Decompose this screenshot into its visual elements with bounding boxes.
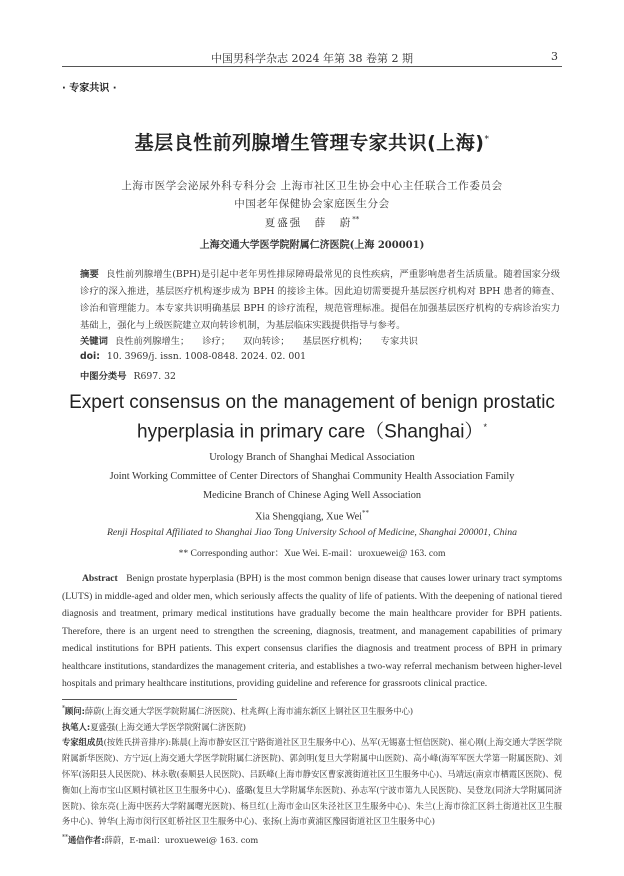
english-authors <box>0 509 624 522</box>
title-footnote-mark: * <box>484 134 490 145</box>
english-affiliation-1: Urology Branch of Shanghai Medical Association <box>209 452 415 463</box>
keyword-item: 良性前列腺增生； <box>114 336 190 347</box>
footnotes <box>62 701 562 849</box>
clc-line <box>80 368 176 382</box>
english-abstract-text: Benign prostate hyperplasia (BPH) is the most common benign disease that causes lower urinary tract symptoms (LUTS) in middle-aged and older men, which seriously affects the quality of life of patients. With the deepening of national tiered diagnosis and treatment, primary medical institutions have gradually become the main healthcare provider for BPH patients. Therefore, there is an urgent need to strengthen the screening, diagnosis, treatment, and management capabilities of primary medical institutions for BPH patients. This expert consensus clarifies the diagnosis and treatment process of BPH in primary healthcare institutions, standardizes the management criteria, and establishes a two-way referral mechanism between higher-level hospitals and primary healthcare institutions, providing guideline and reference for grassroots clinical practice. <box>62 573 562 689</box>
footnote-panel <box>62 735 562 830</box>
contact-text: 薛蔚，E-mail：uroxuewei@ 163. com <box>104 834 259 845</box>
english-author-mark: ** <box>362 509 370 517</box>
footnote-rule <box>62 699 237 700</box>
chinese-title <box>0 128 624 155</box>
doi-label: doi: <box>80 351 100 362</box>
keywords-label: 关键词 <box>80 336 108 347</box>
chinese-authors-text: 夏盛强 薛 蔚 <box>264 217 353 229</box>
advisors-mark: * <box>62 705 65 712</box>
english-title-line-2: hyperplasia in primary care（Shanghai） <box>137 421 484 443</box>
english-affiliation-3: Medicine Branch of Chinese Aging Well Association <box>202 490 422 501</box>
keyword-item: 基层医疗机构； <box>302 336 368 347</box>
chinese-abstract-label: 摘要 <box>80 269 99 280</box>
chinese-abstract-text: 良性前列腺增生(BPH)是引起中老年男性排尿障碍最常见的良性疾病，严重影响患者生活质量。随着国家分级诊疗的深入推进，基层医疗机构逐步成为 BPH 的接诊主体。因此迫切需要提升基层医疗机构对 BPH 患者的筛查、诊治和管理能力。本专家共识明确基层 BPH 的诊疗流程，规范管理标准。提倡在加强基层医疗机构的专病诊治实力基础上，强化与上级医院建立双向转诊机制，为基层临床实践提供指导与参考。 <box>80 269 560 331</box>
footnote-contact <box>62 830 562 849</box>
chinese-institution: 上海交通大学医学院附属仁济医院(上海 200001) <box>199 240 425 251</box>
chinese-affiliation-2: 中国老年保健协会家庭医生分会 <box>234 198 390 210</box>
english-abstract <box>62 570 562 693</box>
corresponding-author: ** Corresponding author：Xue Wei. E-mail：uroxuewei@ 163. com <box>178 548 446 559</box>
panel-text: (按姓氏拼音排序):陈晨(上海市静安区江宁路街道社区卫生服务中心)、丛军(无锡嘉士恒信医院)、崔心刚(上海交通大学医学院附属新华医院)、方宁远(上海交通大学医学院附属仁济医院)、郭剑明(复旦大学附属中山医院)、高小峰(海军军医大学第一附属医院)、刘怀军(汤阳县人民医院)、林永敬(泰顺县人民医院)、吕跃峰(上海市静安区曹家渡街道社区卫生服务中心)、马靖远(南京市栖霞区医院)、倪衡如(上海市宝山区顾村镇社区卫生服务中心)、盛璐(复旦大学附属华东医院)、孙志军(宁波市第九人民医院)、吴登龙(同济大学附属同济医院)、徐东亮(上海中医药大学附属曙光医院)、杨旦红(上海市金山区朱泾社区卫生服务中心)、朱兰(上海市徐汇区斜土街道社区卫生服务中心)、钟华(上海市闵行区虹桥社区卫生服务中心)、张扬(上海市黄浦区豫园街道社区卫生服务中心) <box>62 737 562 827</box>
english-abstract-label: Abstract <box>82 573 118 584</box>
chinese-abstract <box>80 266 560 334</box>
panel-label: 专家组成员 <box>62 737 104 748</box>
contact-label: 通信作者: <box>68 834 105 845</box>
keyword-item: 专家共识 <box>380 336 418 347</box>
chinese-title-text: 基层良性前列腺增生管理专家共识(上海) <box>134 132 485 154</box>
footnote-advisors <box>62 701 562 720</box>
footnote-writer <box>62 720 562 736</box>
contact-mark: ** <box>62 834 68 842</box>
advisors-text: 薛蔚(上海交通大学医学院附属仁济医院)、杜兆辉(上海市浦东新区上钢社区卫生服务中心) <box>84 705 414 716</box>
keyword-item: 诊疗； <box>202 336 231 347</box>
header-rule <box>62 66 562 67</box>
english-authors-text: Xia Shengqiang, Xue Wei <box>254 511 363 523</box>
doi-value: 10. 3969/j. issn. 1008-0848. 2024. 02. 001 <box>106 351 307 362</box>
running-head: 中国男科学杂志 2024 年第 38 卷第 2 期 <box>211 52 413 65</box>
clc-value: R697. 32 <box>133 371 176 382</box>
page-number: 3 <box>551 50 558 63</box>
english-title-footnote-mark: * <box>483 422 487 432</box>
writer-label: 执笔人: <box>62 721 91 732</box>
english-title-line-1: Expert consensus on the management of benign prostatic <box>69 392 555 413</box>
keywords-line <box>80 333 428 347</box>
section-label: · 专家共识 · <box>62 83 117 94</box>
chinese-authors <box>0 215 624 230</box>
chinese-affiliation-1: 上海市医学会泌尿外科专科分会 上海市社区卫生协会中心主任联合工作委员会 <box>121 180 503 192</box>
english-title <box>0 390 624 444</box>
keyword-item: 双向转诊； <box>243 336 290 347</box>
advisors-label: 顾问: <box>65 705 85 716</box>
author-footnote-mark: ** <box>352 215 360 224</box>
doi-line <box>80 351 306 362</box>
english-affiliation-2: Joint Working Committee of Center Directors of Shanghai Community Health Association Family <box>109 471 515 482</box>
writer-text: 夏盛强(上海交通大学医学院附属仁济医院) <box>90 721 247 732</box>
clc-label: 中图分类号 <box>80 371 127 382</box>
english-institution: Renji Hospital Affiliated to Shanghai Jiao Tong University School of Medicine, Shanghai 200001, China <box>106 527 518 538</box>
